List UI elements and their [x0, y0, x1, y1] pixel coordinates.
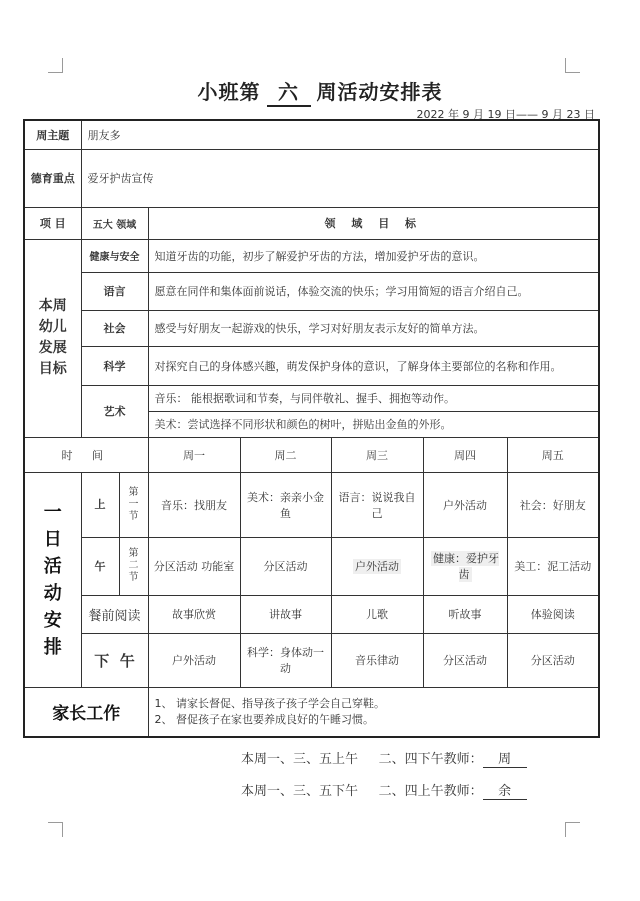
period2-label: 第二节 — [119, 537, 148, 595]
parents-items[interactable] — [148, 687, 599, 737]
day-friday: 周五 — [507, 437, 599, 472]
item-header: 项 目 — [24, 207, 81, 239]
activity-cell[interactable]: 讲故事 — [240, 595, 331, 633]
footer-line-1: 本周一、三、五上午 二、四下午教师： 周 — [241, 748, 527, 768]
domain-row — [24, 272, 599, 310]
domain-name: 艺术 — [81, 385, 148, 437]
domain-goal[interactable]: 感受与好朋友一起游戏的快乐，学习对好朋友表示友好的简单方法。 — [148, 310, 599, 346]
morning-period1-row — [24, 472, 599, 537]
teacher-name-1[interactable]: 周 — [483, 748, 527, 768]
activity-cell[interactable]: 体验阅读 — [507, 595, 599, 633]
weekly-goals-label: 本周幼儿发展目标 — [24, 239, 81, 437]
morning-period2-row — [24, 537, 599, 595]
activity-cell[interactable]: 分区活动 — [240, 537, 331, 595]
goals-header-row — [24, 207, 599, 239]
time-header-row — [24, 437, 599, 472]
day-tuesday: 周二 — [240, 437, 331, 472]
activity-cell[interactable]: 户外活动 — [148, 633, 240, 687]
day-monday: 周一 — [148, 437, 240, 472]
activity-cell[interactable]: 儿歌 — [331, 595, 423, 633]
moral-value[interactable]: 爱牙护齿宣传 — [81, 149, 599, 207]
domain-name: 语言 — [81, 272, 148, 310]
domain-row — [24, 385, 599, 411]
domain-name: 科学 — [81, 346, 148, 385]
premeal-row — [24, 595, 599, 633]
corner-mark-top-right — [565, 58, 580, 73]
theme-label: 周主题 — [24, 120, 81, 149]
activity-cell[interactable]: 音乐律动 — [331, 633, 423, 687]
afternoon-label: 下 午 — [81, 633, 148, 687]
title-week-number[interactable]: 六 — [267, 76, 311, 107]
corner-mark-bottom-right — [565, 822, 580, 837]
parents-item: 1、 请家长督促、指导孩子孩子学会自己穿鞋。 — [154, 696, 385, 710]
day-thursday: 周四 — [423, 437, 507, 472]
activity-cell[interactable]: 故事欣赏 — [148, 595, 240, 633]
morning-label-top: 上 — [81, 472, 119, 537]
teacher-name-2[interactable]: 余 — [483, 780, 527, 800]
moral-row — [24, 149, 599, 207]
time-label: 时 间 — [24, 437, 148, 472]
activity-cell[interactable]: 听故事 — [423, 595, 507, 633]
domain-name: 社会 — [81, 310, 148, 346]
day-wednesday: 周三 — [331, 437, 423, 472]
domain-goal-2[interactable]: 美术：尝试选择不同形状和颜色的树叶，拼贴出金鱼的外形。 — [148, 411, 599, 437]
domain-row — [24, 239, 599, 272]
premeal-label: 餐前阅读 — [81, 595, 148, 633]
afternoon-row — [24, 633, 599, 687]
domain-goal[interactable]: 对探究自己的身体感兴趣，萌发保护身体的意识，了解身体主要部位的名称和作用。 — [148, 346, 599, 385]
activity-cell[interactable]: 户外活动 — [331, 537, 423, 595]
activity-cell[interactable]: 健康：爱护牙齿 — [423, 537, 507, 595]
parents-item: 2、 督促孩子在家也要养成良好的午睡习惯。 — [154, 712, 374, 726]
activity-cell[interactable]: 语言：说说我自己 — [331, 472, 423, 537]
activity-cell[interactable]: 音乐：找朋友 — [148, 472, 240, 537]
footer-line-2: 本周一、三、五下午 二、四上午教师： 余 — [241, 780, 527, 800]
title-suffix: 周活动安排表 — [316, 80, 443, 104]
domain-goal[interactable]: 知道牙齿的功能，初步了解爱护牙齿的方法，增加爱护牙齿的意识。 — [148, 239, 599, 272]
theme-row — [24, 120, 599, 149]
activity-cell[interactable]: 科学：身体动一动 — [240, 633, 331, 687]
activity-cell[interactable]: 社会：好朋友 — [507, 472, 599, 537]
domain-row — [24, 346, 599, 385]
activity-cell[interactable]: 分区活动 — [507, 633, 599, 687]
target-header: 领 域 目 标 — [148, 207, 599, 239]
date-range: 2022 年 9 月 19 日—— 9 月 23 日 — [416, 108, 595, 121]
schedule-table — [23, 119, 600, 738]
day-activity-label: 一日活动安排 — [24, 472, 81, 687]
morning-label-bottom: 午 — [81, 537, 119, 595]
page-title — [0, 76, 640, 107]
corner-mark-bottom-left — [48, 822, 63, 837]
activity-cell[interactable]: 美术：亲亲小金鱼 — [240, 472, 331, 537]
period1-label: 第一节 — [119, 472, 148, 537]
activity-cell[interactable]: 美工：泥工活动 — [507, 537, 599, 595]
domain-goal[interactable]: 愿意在同伴和集体面前说话，体验交流的快乐；学习用简短的语言介绍自己。 — [148, 272, 599, 310]
parents-label: 家长工作 — [24, 687, 148, 737]
domain-row — [24, 310, 599, 346]
parents-row — [24, 687, 599, 737]
fields-header: 五大 领域 — [81, 207, 148, 239]
corner-mark-top-left — [48, 58, 63, 73]
domain-goal[interactable]: 音乐： 能根据歌词和节奏，与同伴敬礼、握手、拥抱等动作。 — [148, 385, 599, 411]
activity-cell[interactable]: 分区活动 功能室 — [148, 537, 240, 595]
domain-name: 健康与安全 — [81, 239, 148, 272]
theme-value[interactable]: 朋友多 — [81, 120, 599, 149]
title-prefix: 小班第 — [197, 80, 261, 104]
activity-cell[interactable]: 分区活动 — [423, 633, 507, 687]
activity-cell[interactable]: 户外活动 — [423, 472, 507, 537]
moral-label: 德育重点 — [24, 149, 81, 207]
